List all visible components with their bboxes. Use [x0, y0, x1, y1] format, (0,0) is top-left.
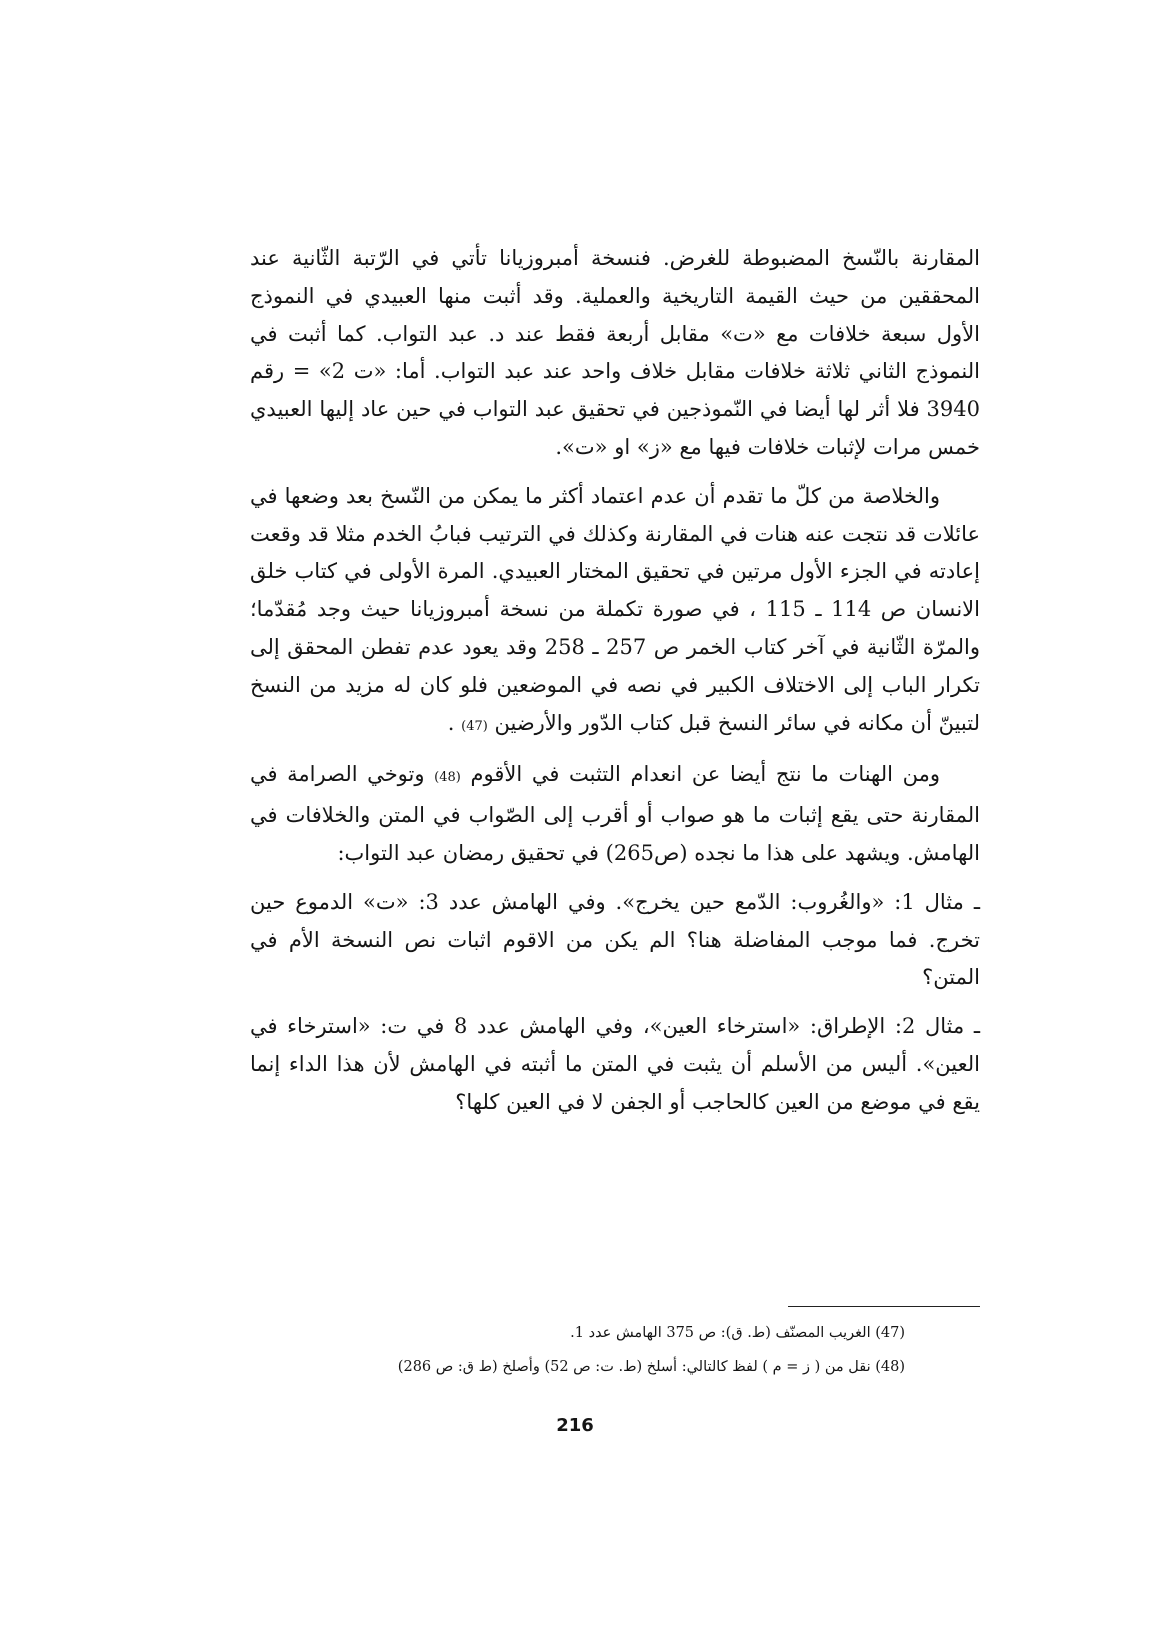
page-number: 216	[556, 1415, 594, 1436]
footnote-ref-47[interactable]: (47)	[461, 718, 488, 734]
footnote-47: (47) الغريب المصنّف (ط. ق): ص 375 الهامش عدد 1.	[570, 1325, 905, 1341]
paragraph-3	[250, 756, 980, 872]
paragraph-3-text-end: وتوخي الصرامة في المقارنة حتى يقع إثبات ما هو صواب أو أقرب إلى الصّواب في المتن والخلافات في الهامش. ويشهد على هذا ما نجده (ص265) في تحقيق رمضان عبد التواب:	[250, 762, 980, 865]
paragraph-3-text-start: ومن الهنات ما نتج أيضا عن انعدام التثبت في الأقوم	[470, 762, 940, 787]
paragraph-2-end: .	[447, 710, 462, 735]
footnote-48: (48) نقل من ( ز = م ) لفظ كالتالي: أسلخ (ط. ت: ص 52) وأصلخ (ط ق: ص 286)	[397, 1359, 905, 1375]
paragraph-1: المقارنة بالنّسخ المضبوطة للغرض. فنسخة أمبروزيانا تأتي في الرّتبة الثّانية عند المحققين من حيث القيمة التاريخية والعملية. وقد أثبت منها العبيدي في النموذج الأول سبعة خلافات مع «ت» مقابل أربعة فقط عند د. عبد التواب. كما أثبت في النموذج الثاني ثلاثة خلافات مقابل خلاف واحد عند عبد التواب. أما: «ت 2» = رقم 3940 فلا أثر لها أيضا في النّموذجين في تحقيق عبد التواب في حين عاد إليها العبيدي خمس مرات لإثبات خلافات فيها مع «ز» او «ت».	[250, 246, 981, 459]
footnotes	[300, 1320, 905, 1388]
paragraph-2	[250, 478, 980, 746]
example-2: ـ مثال 2: الإطراق: «استرخاء العين»، وفي الهامش عدد 8 في ت: «استرخاء في العين». أليس من الأسلم أن يثبت في المتن ما أثبته في الهامش لأن هذا الداء إنما يقع في موضع من العين كالحاجب أو الجفن لا في العين كلها؟	[250, 1014, 980, 1114]
body-text	[250, 240, 980, 1133]
example-1: ـ مثال 1: «والغُروب: الدّمع حين يخرج». وفي الهامش عدد 3: «ت» الدموع حين تخرج. فما موجب المفاضلة هنا؟ الم يكن من الاقوم اثبات نص النسخة الأم في المتن؟	[250, 889, 980, 990]
footnote-ref-48[interactable]: (48)	[434, 770, 461, 786]
footnote-divider	[788, 1306, 980, 1307]
paragraph-2-text: والخلاصة من كلّ ما تقدم أن عدم اعتماد أكثر ما يمكن من النّسخ بعد وضعها في عائلات قد نتجت عنه هنات في المقارنة وكذلك في الترتيب فبابُ الخدم مثلا قد وقعت إعادته في الجزء الأول مرتين في تحقيق المختار العبيدي. المرة الأولى في كتاب خلق الانسان ص 114 ـ 115 ، في صورة تكملة من نسخة أمبروزيانا حيث وجد مُقدّما؛ والمرّة الثّانية في آخر كتاب الخمر ص 257 ـ 258 وقد يعود عدم تفطن المحقق إلى تكرار الباب إلى الاختلاف الكبير في نصه في الموضعين فلو كان له مزيد من النسخ لتبينّ أن مكانه في سائر النسخ قبل كتاب الدّور والأرضين	[250, 483, 981, 735]
